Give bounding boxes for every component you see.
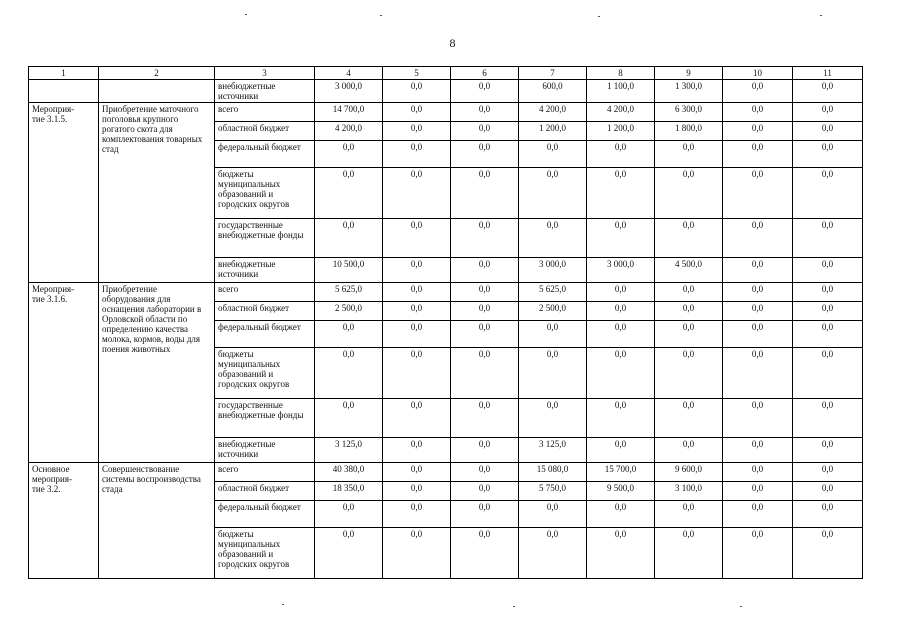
value-cell: 0,0 <box>451 399 519 438</box>
table-row <box>29 283 863 302</box>
value-cell: 15 700,0 <box>587 463 655 482</box>
measure-name: Приобретение маточного поголовья крупного рогатого скота для комплектования товарных стад <box>99 103 215 283</box>
value-cell: 18 350,0 <box>315 482 383 501</box>
funding-source: государственные внебюджетные фонды <box>215 399 315 438</box>
value-cell: 0,0 <box>383 438 451 463</box>
column-header: 10 <box>723 67 793 80</box>
value-cell: 40 380,0 <box>315 463 383 482</box>
scan-speck <box>245 14 247 15</box>
value-cell: 0,0 <box>383 80 451 103</box>
value-cell: 0,0 <box>723 348 793 399</box>
column-header: 9 <box>655 67 723 80</box>
value-cell: 0,0 <box>451 103 519 122</box>
value-cell: 3 100,0 <box>655 482 723 501</box>
value-cell: 0,0 <box>655 141 723 168</box>
value-cell: 0,0 <box>587 399 655 438</box>
value-cell: 6 300,0 <box>655 103 723 122</box>
value-cell: 0,0 <box>793 501 863 528</box>
value-cell: 0,0 <box>451 348 519 399</box>
funding-source: областной бюджет <box>215 482 315 501</box>
value-cell: 0,0 <box>723 321 793 348</box>
value-cell: 5 625,0 <box>315 283 383 302</box>
value-cell: 0,0 <box>723 463 793 482</box>
value-cell: 0,0 <box>793 219 863 258</box>
value-cell: 0,0 <box>451 80 519 103</box>
measure-id: Мероприя- тие 3.1.5. <box>29 103 99 283</box>
table-row <box>29 463 863 482</box>
value-cell: 0,0 <box>793 482 863 501</box>
value-cell: 1 800,0 <box>655 122 723 141</box>
column-header: 4 <box>315 67 383 80</box>
value-cell: 0,0 <box>519 219 587 258</box>
scan-speck <box>820 15 822 16</box>
value-cell: 0,0 <box>793 80 863 103</box>
value-cell: 0,0 <box>723 528 793 579</box>
scan-speck <box>513 606 515 607</box>
value-cell: 0,0 <box>451 302 519 321</box>
table-row <box>29 103 863 122</box>
value-cell: 9 600,0 <box>655 463 723 482</box>
value-cell: 0,0 <box>383 528 451 579</box>
value-cell: 0,0 <box>519 528 587 579</box>
column-header: 2 <box>99 67 215 80</box>
value-cell: 4 200,0 <box>519 103 587 122</box>
value-cell: 0,0 <box>451 141 519 168</box>
value-cell: 4 200,0 <box>587 103 655 122</box>
value-cell: 9 500,0 <box>587 482 655 501</box>
value-cell: 0,0 <box>723 219 793 258</box>
funding-source: областной бюджет <box>215 302 315 321</box>
value-cell: 0,0 <box>587 528 655 579</box>
value-cell: 0,0 <box>655 348 723 399</box>
funding-source: внебюджетные источники <box>215 258 315 283</box>
value-cell: 0,0 <box>655 438 723 463</box>
value-cell: 0,0 <box>315 348 383 399</box>
value-cell: 0,0 <box>723 438 793 463</box>
value-cell: 0,0 <box>519 168 587 219</box>
value-cell: 0,0 <box>587 302 655 321</box>
value-cell: 0,0 <box>793 321 863 348</box>
column-header: 7 <box>519 67 587 80</box>
value-cell: 0,0 <box>451 122 519 141</box>
empty-name-cell <box>99 80 215 103</box>
funding-source: всего <box>215 103 315 122</box>
value-cell: 0,0 <box>587 321 655 348</box>
value-cell: 0,0 <box>383 168 451 219</box>
value-cell: 0,0 <box>655 399 723 438</box>
scan-speck <box>380 15 382 16</box>
value-cell: 0,0 <box>587 501 655 528</box>
value-cell: 1 100,0 <box>587 80 655 103</box>
measure-id: Основное мероприя- тие 3.2. <box>29 463 99 579</box>
funding-source: областной бюджет <box>215 122 315 141</box>
value-cell: 3 000,0 <box>587 258 655 283</box>
value-cell: 0,0 <box>587 438 655 463</box>
scan-speck <box>598 16 600 17</box>
column-header: 8 <box>587 67 655 80</box>
measure-name: Совершенствование системы воспроизводства стада <box>99 463 215 579</box>
value-cell: 4 500,0 <box>655 258 723 283</box>
value-cell: 0,0 <box>383 141 451 168</box>
value-cell: 2 500,0 <box>315 302 383 321</box>
value-cell: 10 500,0 <box>315 258 383 283</box>
value-cell: 0,0 <box>451 438 519 463</box>
value-cell: 0,0 <box>451 482 519 501</box>
value-cell: 0,0 <box>793 283 863 302</box>
value-cell: 0,0 <box>723 501 793 528</box>
value-cell: 0,0 <box>587 283 655 302</box>
empty-id-cell <box>29 80 99 103</box>
value-cell: 0,0 <box>451 219 519 258</box>
column-number-row <box>29 67 863 80</box>
value-cell: 0,0 <box>793 302 863 321</box>
funding-source: федеральный бюджет <box>215 141 315 168</box>
value-cell: 0,0 <box>383 302 451 321</box>
value-cell: 0,0 <box>655 501 723 528</box>
column-header: 1 <box>29 67 99 80</box>
column-header: 11 <box>793 67 863 80</box>
value-cell: 0,0 <box>793 258 863 283</box>
value-cell: 0,0 <box>723 80 793 103</box>
funding-source: федеральный бюджет <box>215 501 315 528</box>
value-cell: 0,0 <box>519 501 587 528</box>
value-cell: 0,0 <box>315 219 383 258</box>
value-cell: 0,0 <box>383 321 451 348</box>
value-cell: 0,0 <box>793 141 863 168</box>
value-cell: 0,0 <box>793 103 863 122</box>
funding-source: внебюджетные источники <box>215 80 315 103</box>
value-cell: 0,0 <box>383 283 451 302</box>
value-cell: 0,0 <box>315 528 383 579</box>
table-body <box>29 67 863 579</box>
value-cell: 3 000,0 <box>519 258 587 283</box>
value-cell: 0,0 <box>451 501 519 528</box>
value-cell: 3 000,0 <box>315 80 383 103</box>
value-cell: 0,0 <box>519 321 587 348</box>
value-cell: 0,0 <box>793 463 863 482</box>
value-cell: 4 200,0 <box>315 122 383 141</box>
value-cell: 0,0 <box>793 528 863 579</box>
value-cell: 14 700,0 <box>315 103 383 122</box>
value-cell: 0,0 <box>723 283 793 302</box>
value-cell: 0,0 <box>655 321 723 348</box>
value-cell: 0,0 <box>723 141 793 168</box>
value-cell: 0,0 <box>519 141 587 168</box>
value-cell: 0,0 <box>383 482 451 501</box>
value-cell: 15 080,0 <box>519 463 587 482</box>
value-cell: 0,0 <box>723 482 793 501</box>
scan-speck <box>740 606 742 607</box>
value-cell: 0,0 <box>383 103 451 122</box>
value-cell: 5 750,0 <box>519 482 587 501</box>
value-cell: 0,0 <box>451 258 519 283</box>
value-cell: 0,0 <box>383 463 451 482</box>
funding-source: всего <box>215 283 315 302</box>
value-cell: 3 125,0 <box>315 438 383 463</box>
funding-source: бюджеты муниципальных образований и городских округов <box>215 528 315 579</box>
budget-table <box>28 66 863 579</box>
value-cell: 0,0 <box>519 399 587 438</box>
value-cell: 0,0 <box>723 399 793 438</box>
value-cell: 0,0 <box>383 501 451 528</box>
funding-source: всего <box>215 463 315 482</box>
value-cell: 0,0 <box>587 141 655 168</box>
value-cell: 0,0 <box>793 348 863 399</box>
measure-name: Приобретение оборудования для оснащения лаборатории в Орловской области по определению качества молока, кормов, воды для поения животных <box>99 283 215 463</box>
value-cell: 0,0 <box>451 168 519 219</box>
value-cell: 0,0 <box>723 168 793 219</box>
value-cell: 0,0 <box>451 283 519 302</box>
funding-source: бюджеты муниципальных образований и городских округов <box>215 348 315 399</box>
funding-source: федеральный бюджет <box>215 321 315 348</box>
value-cell: 0,0 <box>655 528 723 579</box>
value-cell: 1 200,0 <box>519 122 587 141</box>
value-cell: 0,0 <box>315 321 383 348</box>
column-header: 3 <box>215 67 315 80</box>
value-cell: 0,0 <box>383 122 451 141</box>
value-cell: 1 200,0 <box>587 122 655 141</box>
measure-id: Мероприя- тие 3.1.6. <box>29 283 99 463</box>
value-cell: 0,0 <box>723 103 793 122</box>
value-cell: 0,0 <box>655 168 723 219</box>
value-cell: 0,0 <box>383 348 451 399</box>
value-cell: 0,0 <box>655 283 723 302</box>
value-cell: 0,0 <box>315 168 383 219</box>
value-cell: 0,0 <box>793 399 863 438</box>
value-cell: 0,0 <box>451 321 519 348</box>
scan-speck <box>282 604 284 605</box>
value-cell: 0,0 <box>723 122 793 141</box>
funding-source: внебюджетные источники <box>215 438 315 463</box>
value-cell: 0,0 <box>655 219 723 258</box>
value-cell: 0,0 <box>519 348 587 399</box>
value-cell: 0,0 <box>793 122 863 141</box>
value-cell: 0,0 <box>451 528 519 579</box>
funding-source: бюджеты муниципальных образований и городских округов <box>215 168 315 219</box>
value-cell: 0,0 <box>655 302 723 321</box>
value-cell: 0,0 <box>383 219 451 258</box>
value-cell: 0,0 <box>451 463 519 482</box>
value-cell: 2 500,0 <box>519 302 587 321</box>
value-cell: 1 300,0 <box>655 80 723 103</box>
column-header: 5 <box>383 67 451 80</box>
column-header: 6 <box>451 67 519 80</box>
value-cell: 0,0 <box>383 258 451 283</box>
value-cell: 0,0 <box>315 141 383 168</box>
value-cell: 0,0 <box>793 168 863 219</box>
value-cell: 5 625,0 <box>519 283 587 302</box>
value-cell: 600,0 <box>519 80 587 103</box>
value-cell: 0,0 <box>587 168 655 219</box>
value-cell: 0,0 <box>383 399 451 438</box>
value-cell: 0,0 <box>587 348 655 399</box>
page-number: 8 <box>449 36 456 50</box>
value-cell: 0,0 <box>315 399 383 438</box>
value-cell: 0,0 <box>723 258 793 283</box>
value-cell: 0,0 <box>723 302 793 321</box>
value-cell: 0,0 <box>587 219 655 258</box>
carry-over-row <box>29 80 863 103</box>
value-cell: 0,0 <box>793 438 863 463</box>
value-cell: 0,0 <box>315 501 383 528</box>
value-cell: 3 125,0 <box>519 438 587 463</box>
funding-source: государственные внебюджетные фонды <box>215 219 315 258</box>
